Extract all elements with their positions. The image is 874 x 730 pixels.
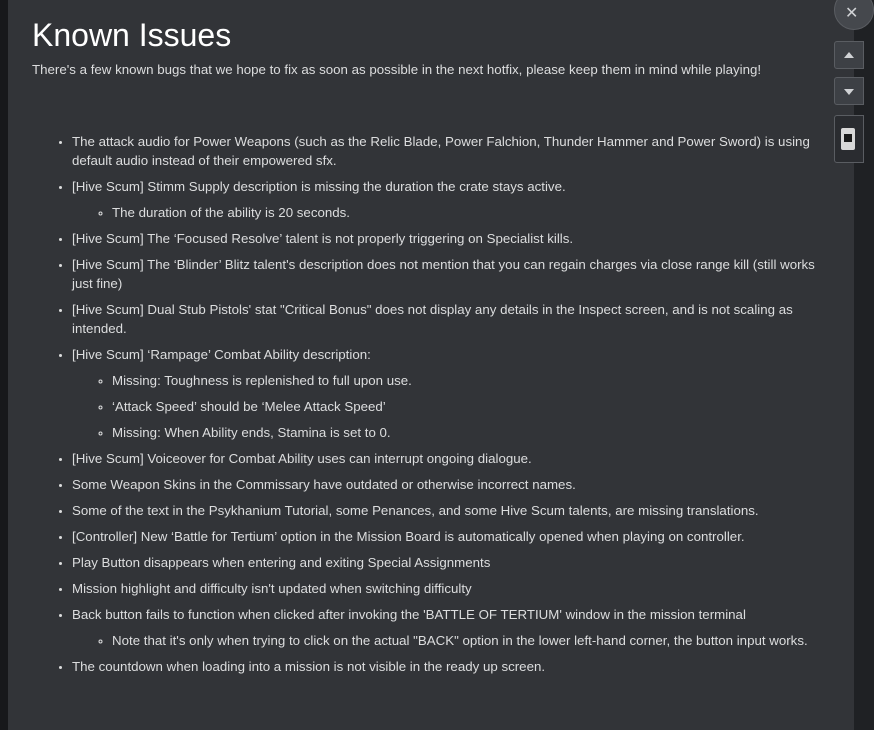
issue-text: [Controller] New ‘Battle for Tertium’ option in the Mission Board is automatically opened when playing on controller.: [72, 529, 745, 544]
issue-item: [72, 229, 836, 248]
issue-text: Some Weapon Skins in the Commissary have outdated or otherwise incorrect names.: [72, 477, 576, 492]
issue-item: [72, 527, 836, 546]
issue-item: [72, 475, 836, 494]
issue-item: [72, 300, 836, 338]
issue-text: [Hive Scum] The ‘Focused Resolve’ talent is not properly triggering on Specialist kills.: [72, 231, 574, 246]
issue-text: Play Button disappears when entering and exiting Special Assignments: [72, 555, 491, 570]
close-icon: ✕: [845, 5, 859, 22]
issue-item: [72, 255, 836, 293]
issue-text: Back button fails to function when clicked after invoking the 'BATTLE OF TERTIUM' window in the mission terminal: [72, 607, 746, 622]
thumbnail-image: [841, 128, 855, 150]
issue-text: [Hive Scum] ‘Rampage’ Combat Ability description:: [72, 347, 371, 362]
page-title: Known Issues: [32, 17, 232, 53]
issue-text: Some of the text in the Psykhanium Tutorial, some Penances, and some Hive Scum talents, are missing translations.: [72, 503, 759, 518]
issue-text: [Hive Scum] Dual Stub Pistols' stat "Critical Bonus" does not display any details in the Inspect screen, and is not scaling as intended.: [72, 302, 793, 336]
chevron-up-icon: [844, 52, 854, 58]
left-edge-strip: [0, 0, 8, 730]
issue-item: [72, 177, 836, 222]
chevron-down-icon: [844, 89, 854, 95]
issue-text: [Hive Scum] Voiceover for Combat Ability uses can interrupt ongoing dialogue.: [72, 451, 532, 466]
known-issues-panel: [8, 0, 854, 730]
issue-sub-item: ◦ Missing: Toughness is replenished to full upon use.: [112, 371, 836, 390]
issue-sub-item: ◦ ‘Attack Speed’ should be ‘Melee Attack Speed’: [112, 397, 836, 416]
issue-text: Mission highlight and difficulty isn't updated when switching difficulty: [72, 581, 472, 596]
issue-item: [72, 579, 836, 598]
issues-list: [72, 132, 836, 683]
issue-text: [Hive Scum] Stimm Supply description is missing the duration the crate stays active.: [72, 179, 566, 194]
issue-sub-item: ◦ Missing: When Ability ends, Stamina is set to 0.: [112, 423, 836, 442]
issue-text: [Hive Scum] The ‘Blinder’ Blitz talent's description does not mention that you can regain charges via close range kill (still works just fine): [72, 257, 815, 291]
issue-sub-list: [72, 371, 836, 442]
issue-text: The countdown when loading into a mission is not visible in the ready up screen.: [72, 659, 546, 674]
issue-item: [72, 449, 836, 468]
issue-text: The attack audio for Power Weapons (such as the Relic Blade, Power Falchion, Thunder Hammer and Power Sword) is using default audio instead of their empowered sfx.: [72, 134, 810, 168]
issue-item: [72, 553, 836, 572]
issue-sub-list: [72, 631, 836, 650]
issue-item: [72, 657, 836, 676]
thumbnail-button[interactable]: [834, 115, 864, 163]
issue-item: [72, 345, 836, 442]
issue-sub-item: ◦ Note that it's only when trying to click on the actual "BACK" option in the lower left-hand corner, the button input works.: [112, 631, 836, 650]
next-button[interactable]: [834, 77, 864, 105]
issue-item: [72, 605, 836, 650]
issue-item: [72, 132, 836, 170]
issue-sub-item: ◦ The duration of the ability is 20 seconds.: [112, 203, 836, 222]
previous-button[interactable]: [834, 41, 864, 69]
page-subtitle: There's a few known bugs that we hope to fix as soon as possible in the next hotfix, please keep them in mind while playing!: [32, 62, 762, 77]
issue-sub-list: [72, 203, 836, 222]
issue-item: [72, 501, 836, 520]
